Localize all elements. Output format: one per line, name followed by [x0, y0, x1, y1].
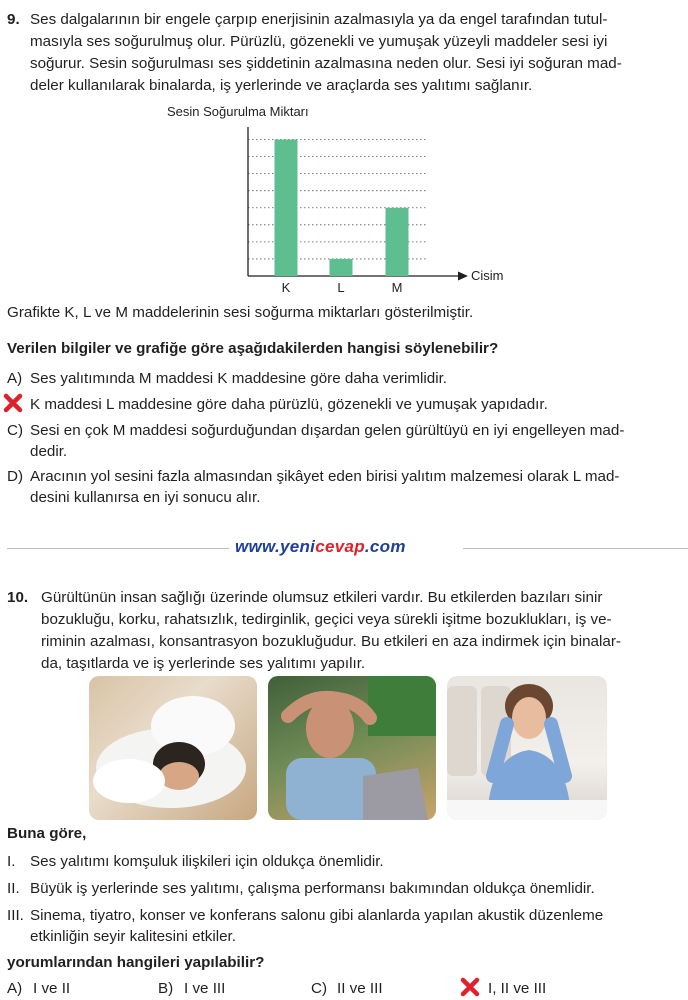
question-text-line: Ses dalgalarının bir engele çarpıp enerjisinin azalmasıyla ya da engel tarafından tutul-	[30, 11, 608, 28]
statement-text: Sinema, tiyatro, konser ve konferans salonu gibi alanlarda yapılan akustik düzenleme	[30, 907, 604, 924]
photo-person-covering-head-with-pillow	[89, 676, 257, 820]
watermark-brand-a: yeni	[279, 537, 316, 556]
question-text-line: soğurur. Sesin soğurulması ses şiddetinin azalmasına neden olur. Sesi iyi soğuran mad-	[30, 55, 622, 72]
bar-chart	[150, 95, 530, 300]
statement-text: Ses yalıtımı komşuluk ilişkileri için oldukça önemlidir.	[30, 853, 384, 870]
option-text: desini kullanırsa en iyi sonucu alır.	[30, 489, 261, 506]
question-number: 9.	[7, 11, 20, 28]
question-text-line: Gürültünün insan sağlığı üzerinde olumsuz etkileri vardır. Bu etkilerden bazıları sinir	[41, 589, 603, 606]
site-watermark[interactable]	[235, 537, 406, 557]
x-tick-label-l: L	[337, 280, 345, 295]
option-letter: D)	[7, 468, 24, 485]
option-text: K maddesi L maddesine göre daha pürüzlü, gözenekli ve yumuşak yapıdadır.	[30, 396, 548, 413]
option-letter: A)	[7, 980, 23, 997]
x-axis-arrowhead	[458, 272, 468, 281]
photo-stressed-man-at-laptop	[268, 676, 436, 820]
question-text-line: bozukluğu, korku, rahatsızlık, tedirginlik, geçici veya sürekli işitme bozuklukları, iş ve-	[41, 611, 612, 628]
question-prompt: Verilen bilgiler ve grafiğe göre aşağıdakilerden hangisi söylenebilir?	[7, 340, 499, 357]
option-letter: C)	[311, 980, 328, 997]
divider-right	[463, 548, 688, 549]
photo-woman-covering-ears-in-bed	[447, 676, 607, 820]
wrong-answer-x-icon	[460, 977, 480, 997]
option-text: dedir.	[30, 443, 68, 460]
statement-text: Büyük iş yerlerinde ses yalıtımı, çalışma performansı bakımından oldukça önemlidir.	[30, 880, 595, 897]
x-tick-label-k: K	[281, 280, 291, 295]
statement-text: etkinliğin seyir kalitesini etkiler.	[30, 928, 236, 945]
question-text-line: riminin azalması, konsantrasyon bozukluğudur. Bu etkileri en aza indirmek için binalar-	[41, 633, 621, 650]
statement-roman: III.	[7, 907, 24, 924]
statement-roman: II.	[7, 880, 20, 897]
chart-x-title: Cisim	[471, 268, 504, 283]
question-number: 10.	[7, 589, 29, 606]
question-text-line: da, taşıtlarda ve iş yerlerinde ses yalıtımı yapılır.	[41, 655, 366, 672]
question-prompt: yorumlarından hangileri yapılabilir?	[7, 954, 265, 971]
chart-x-labels	[282, 280, 403, 295]
divider-left	[7, 548, 229, 549]
watermark-brand-b: cevap	[315, 537, 365, 556]
option-text: I ve II	[33, 980, 71, 997]
bar-m	[386, 208, 409, 276]
statements-lead: Buna göre,	[7, 825, 87, 842]
option-text: II ve III	[337, 980, 383, 997]
x-tick-label-m: M	[391, 280, 403, 295]
chart-caption: Grafikte K, L ve M maddelerinin sesi soğurma miktarları gösterilmiştir.	[7, 304, 474, 321]
chart-y-title: Sesin Soğurulma Miktarı	[167, 104, 309, 119]
option-letter: A)	[7, 370, 23, 387]
option-text: Sesi en çok M maddesi soğurduğundan dışardan gelen gürültüyü en iyi engelleyen mad-	[30, 422, 625, 439]
option-text: Aracının yol sesini fazla almasından şikâyet eden birisi yalıtım malzemesi olarak L mad-	[30, 468, 620, 485]
statement-roman: I.	[7, 853, 16, 870]
option-text: Ses yalıtımında M maddesi K maddesine göre daha verimlidir.	[30, 370, 448, 387]
option-letter: B)	[158, 980, 174, 997]
option-text: I ve III	[184, 980, 226, 997]
option-letter: C)	[7, 422, 24, 439]
option-text: I, II ve III	[488, 980, 547, 997]
question-text-line: masıyla ses soğurulmuş olur. Pürüzlü, gözenekli ve yumuşak yüzeyli maddeler sesi iyi	[30, 33, 608, 50]
wrong-answer-x-icon	[3, 393, 23, 413]
watermark-prefix: www.	[235, 537, 280, 556]
bar-k	[275, 140, 298, 276]
watermark-suffix: .com	[364, 537, 406, 556]
bar-l	[330, 259, 353, 276]
question-text-line: deler kullanılarak binalarda, iş yerlerinde ve araçlarda ses yalıtımı sağlanır.	[30, 77, 533, 94]
